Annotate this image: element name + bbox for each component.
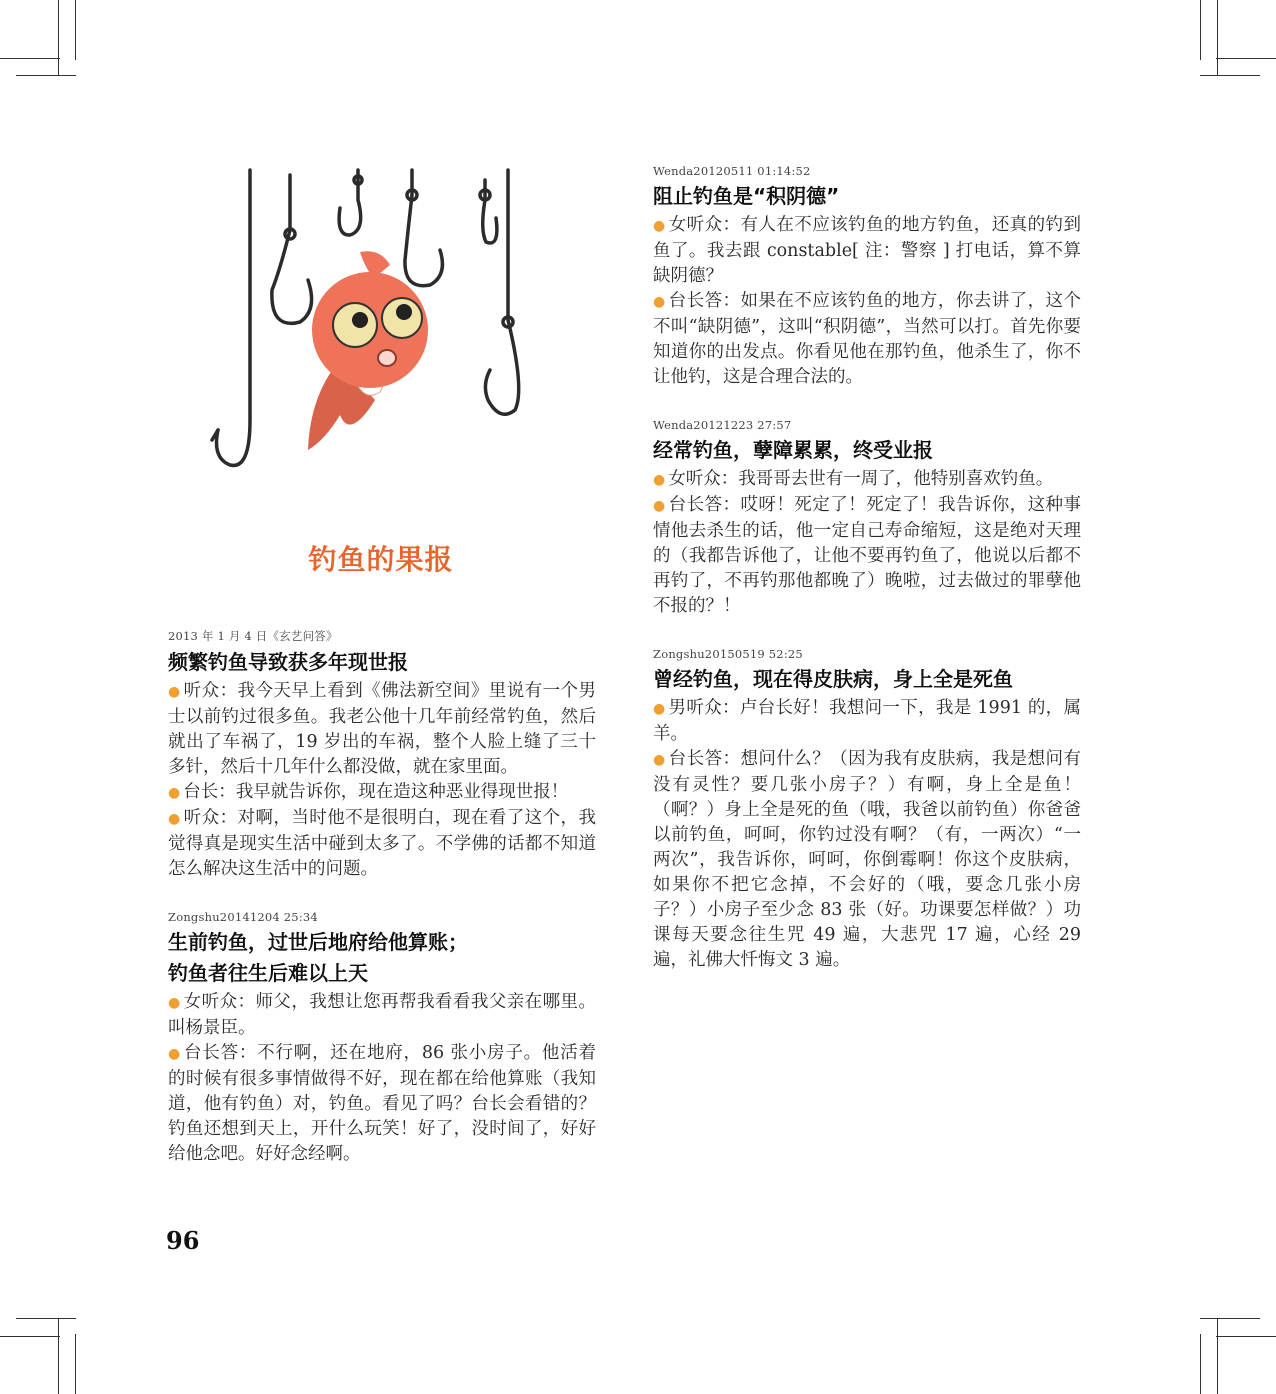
crop-mark bbox=[1200, 75, 1260, 76]
entry-heading: 频繁钓鱼导致获多年现世报 bbox=[168, 650, 408, 674]
crop-mark bbox=[16, 1318, 76, 1319]
bullet-icon: ● bbox=[168, 1046, 182, 1062]
entry-paragraph: ● 女听众：师父，我想让您再帮我看看我父亲在哪里。叫杨景臣。 bbox=[168, 992, 597, 1038]
bullet-icon: ● bbox=[168, 684, 181, 700]
entry-heading: 经常钓鱼，孽障累累，终受业报 bbox=[653, 438, 933, 462]
qa-entry bbox=[653, 647, 1081, 973]
crop-mark bbox=[1200, 0, 1201, 60]
entry-paragraph: ● 女听众：我哥哥去世有一周了，他特别喜欢钓鱼。 bbox=[653, 469, 1054, 489]
bullet-icon: ● bbox=[653, 218, 666, 234]
crop-mark bbox=[1216, 58, 1276, 59]
fishing-hook-icon bbox=[339, 170, 361, 235]
fishing-hook-icon bbox=[217, 170, 251, 465]
crop-mark bbox=[75, 1334, 76, 1394]
entry-paragraph: ● 男听众：卢台长好！我想问一下，我是 1991 的，属羊。 bbox=[653, 698, 1081, 744]
entry-heading: 曾经钓鱼，现在得皮肤病，身上全是死鱼 bbox=[653, 667, 1013, 691]
left-column bbox=[168, 628, 596, 1195]
crop-mark bbox=[58, 1318, 59, 1394]
fishing-hook-icon bbox=[485, 170, 518, 414]
bullet-icon: ● bbox=[653, 498, 666, 514]
bullet-icon: ● bbox=[653, 294, 666, 310]
bullet-icon: ● bbox=[168, 811, 181, 827]
entry-paragraph: ● 听众：我今天早上看到《佛法新空间》里说有一个男士以前钓过很多鱼。我老公他十几年前经常钓鱼，然后就出了车祸了，19 岁出的车祸，整个人脸上缝了三十多针，然后十几年什么都没做，就在家里面。 bbox=[168, 681, 597, 777]
bullet-icon: ● bbox=[653, 472, 666, 488]
entry-source: Wenda20121223 27:57 bbox=[653, 418, 792, 432]
entry-source: Zongshu20141204 25:34 bbox=[168, 910, 318, 924]
entry-paragraph: ● 女听众：有人在不应该钓鱼的地方钓鱼，还真的钓到鱼了。我去跟 constable[ 注：警察 ] 打电话，算不算缺阴德？ bbox=[653, 215, 1082, 286]
fishing-hook-icon bbox=[272, 175, 312, 323]
qa-entry bbox=[653, 418, 1081, 619]
bullet-icon: ● bbox=[168, 785, 181, 801]
entry-heading: 钓鱼者往生后难以上天 bbox=[168, 961, 368, 985]
qa-entry bbox=[653, 164, 1081, 390]
entry-paragraph: ● 台长：我早就告诉你，现在造这种恶业得现世报！ bbox=[168, 782, 569, 802]
entry-source: Wenda20120511 01:14:52 bbox=[653, 164, 811, 178]
bullet-icon: ● bbox=[653, 701, 666, 717]
bullet-icon: ● bbox=[168, 995, 181, 1011]
entry-paragraph: ● 听众：对啊，当时他不是很明白，现在看了这个，我觉得真是现实生活中碰到太多了。不学佛的话都不知道怎么解决这生活中的问题。 bbox=[168, 808, 597, 879]
entry-source: 2013 年 1 月 4 日《玄艺问答》 bbox=[168, 629, 338, 643]
fishing-hook-icon bbox=[405, 170, 442, 286]
entry-source: Zongshu20150519 52:25 bbox=[653, 647, 803, 661]
entry-paragraph: ● 台长答：想问什么？（因为我有皮肤病，我是想问有没有灵性？要几张小房子？）有啊，身上全是鱼！（啊？）身上全是死的鱼（哦，我爸以前钓鱼）你爸爸以前钓鱼，呵呵，你钓过没有啊？（有，一两次）“一两次”，我告诉你，呵呵，你倒霉啊！你这个皮肤病，如果你不把它念掉，不会好的（哦，要念几张小房子？）小房子至少念 83 张（好。功课要怎样做？）功课每天要念往生咒 49 遍，大悲咒 17 遍，心经 29 遍，礼佛大忏悔文 3 遍。 bbox=[653, 749, 1082, 970]
bullet-icon: ● bbox=[653, 752, 666, 768]
crop-mark bbox=[16, 75, 76, 76]
entry-heading: 生前钓鱼，过世后地府给他算账； bbox=[168, 930, 468, 954]
crop-mark bbox=[58, 0, 59, 75]
crop-mark bbox=[0, 1336, 60, 1337]
entry-heading: 阻止钓鱼是“积阴德” bbox=[653, 184, 840, 208]
qa-entry bbox=[168, 628, 596, 882]
entry-paragraph: ● 台长答：不行啊，还在地府，86 张小房子。他活着的时候有很多事情做得不好，现在都在给他算账（我知道，他有钓鱼）对，钓鱼。看见了吗？台长会看错的？钓鱼还想到天上，开什么玩笑！好了，没时间了，好好给他念吧。好好念经啊。 bbox=[168, 1043, 596, 1164]
crop-mark bbox=[1200, 1334, 1201, 1394]
chapter-title: 钓鱼的果报 bbox=[308, 543, 454, 576]
qa-entry bbox=[168, 910, 596, 1167]
crop-mark bbox=[75, 0, 76, 60]
entry-paragraph: ● 台长答：哎呀！死定了！死定了！我告诉你，这种事情他去杀生的话，他一定自己寿命缩短，这是绝对天理的（我都告诉他了，让他不要再钓鱼了，他说以后都不再钓了，不再钓那他都晚了）晚啦，过去做过的罪孽他不报的？！ bbox=[653, 495, 1082, 616]
fish-hooks-illustration bbox=[190, 160, 550, 520]
crop-mark bbox=[1200, 1318, 1260, 1319]
crop-mark bbox=[1217, 0, 1218, 75]
crop-mark bbox=[1216, 1336, 1276, 1337]
crop-mark bbox=[0, 58, 60, 59]
entry-paragraph: ● 台长答：如果在不应该钓鱼的地方，你去讲了，这个不叫“缺阴德”，这叫“积阴德”，当然可以打。首先你要知道你的出发点。你看见他在那钓鱼，他杀生了，你不让他钓，这是合理合法的。 bbox=[653, 291, 1082, 387]
page-number: 96 bbox=[166, 1226, 200, 1255]
crop-mark bbox=[1217, 1318, 1218, 1394]
right-column bbox=[653, 164, 1081, 1001]
